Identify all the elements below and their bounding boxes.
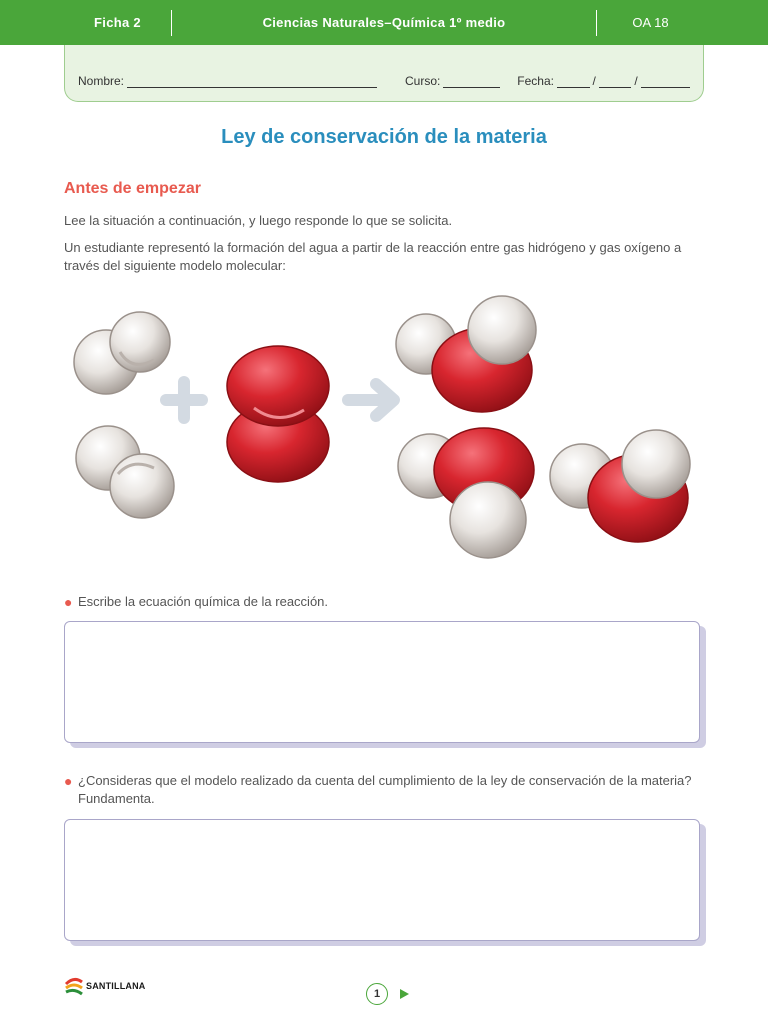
question-item bbox=[64, 593, 704, 611]
question-item bbox=[64, 772, 704, 808]
answer-box[interactable] bbox=[64, 621, 700, 743]
santillana-logo-icon bbox=[64, 976, 84, 996]
section-heading: Antes de empezar bbox=[64, 180, 201, 197]
fecha-label: Fecha: bbox=[517, 74, 554, 88]
curso-field[interactable] bbox=[443, 75, 499, 88]
fecha-year-field[interactable] bbox=[641, 75, 690, 88]
question-text: Escribe la ecuación química de la reacción. bbox=[78, 594, 329, 609]
curso-label: Curso: bbox=[405, 74, 441, 88]
water-molecule-icon bbox=[398, 428, 534, 558]
molecular-model-figure bbox=[64, 290, 704, 560]
description-text: Un estudiante representó la formación del agua a partir de la reacción entre gas hidrógeno y gas oxígeno a través del siguiente modelo molecular: bbox=[64, 240, 682, 273]
publisher-name: SANTILLANA bbox=[86, 981, 146, 991]
page-title: Ley de conservación de la materia bbox=[221, 126, 547, 148]
question-text: ¿Consideras que el modelo realizado da cuenta del cumplimiento de la ley de conservación de la materia? Fundamenta. bbox=[78, 773, 692, 806]
nombre-field[interactable] bbox=[127, 75, 377, 88]
bullet-icon: ● bbox=[64, 594, 73, 610]
water-molecule-icon bbox=[550, 430, 690, 542]
student-info-row bbox=[78, 70, 690, 88]
fecha-day-field[interactable] bbox=[557, 75, 590, 88]
worksheet-number: Ficha 2 bbox=[94, 15, 141, 30]
date-separator: / bbox=[592, 74, 596, 88]
water-molecule-icon bbox=[396, 296, 536, 412]
hydrogen-molecule-icon bbox=[74, 312, 170, 394]
publisher-logo bbox=[64, 976, 146, 996]
fecha-month-field[interactable] bbox=[599, 75, 632, 88]
reaction-arrow-icon bbox=[348, 384, 394, 416]
learning-objective-code: OA 18 bbox=[632, 15, 669, 30]
intro-text: Lee la situación a continuación, y luego responde lo que se solicita. bbox=[64, 213, 453, 228]
plus-icon bbox=[160, 376, 208, 424]
bullet-icon: ● bbox=[64, 773, 73, 789]
hydrogen-molecule-icon bbox=[76, 426, 174, 518]
date-separator: / bbox=[634, 74, 638, 88]
nombre-label: Nombre: bbox=[78, 74, 125, 88]
answer-box[interactable] bbox=[64, 819, 700, 941]
oxygen-molecule-icon bbox=[227, 346, 329, 482]
subject-title: Ciencias Naturales–Química 1º medio bbox=[171, 10, 597, 36]
next-page-icon[interactable] bbox=[400, 989, 409, 999]
page-number: 1 bbox=[366, 983, 388, 1005]
worksheet-header bbox=[64, 0, 704, 45]
page-navigation bbox=[366, 983, 409, 1005]
